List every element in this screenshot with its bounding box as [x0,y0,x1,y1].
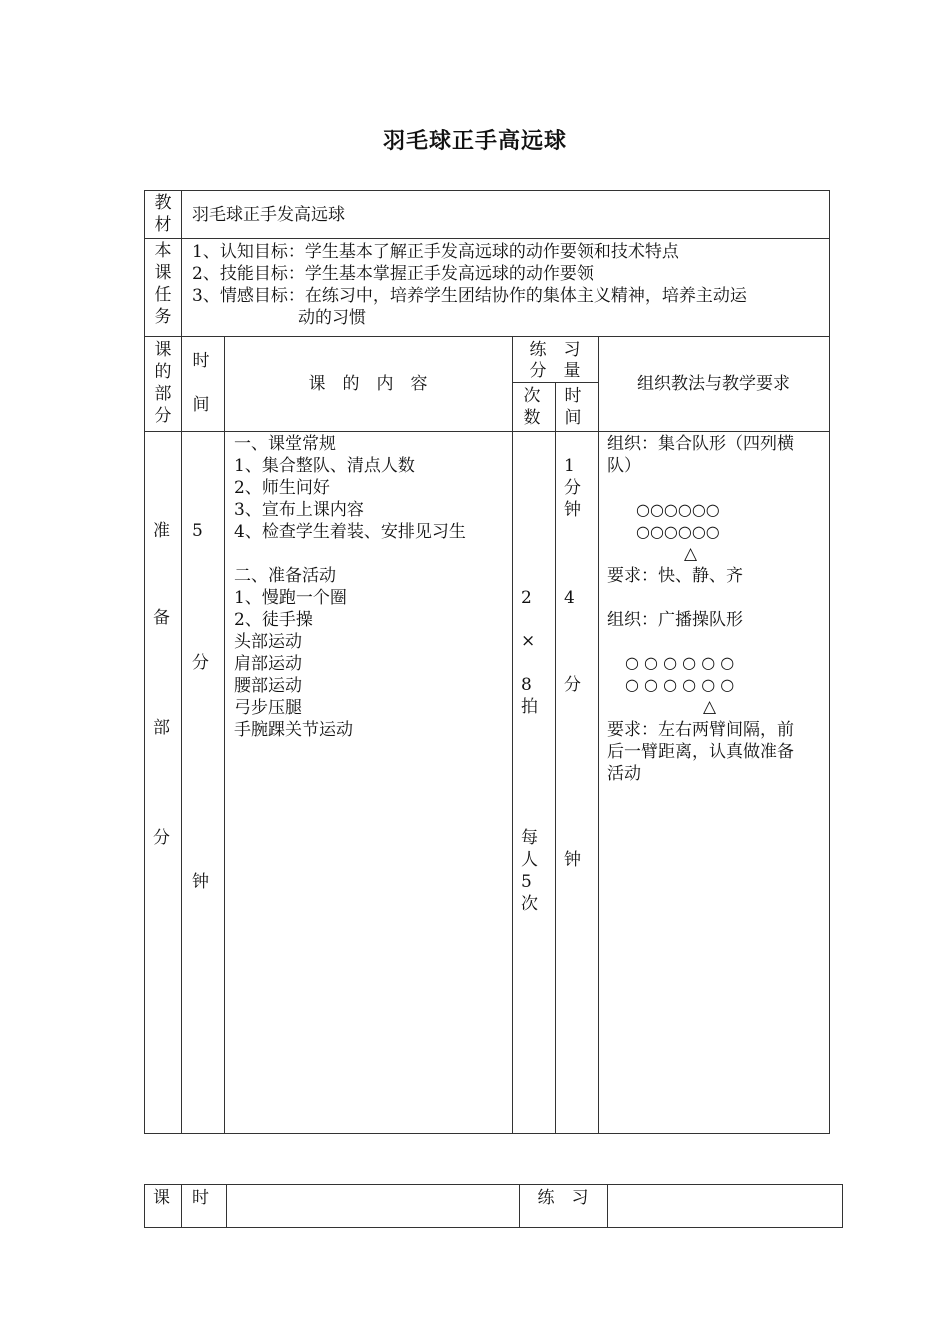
prep-part-char: 备 [153,608,170,628]
task-item: 2、技能目标：学生基本掌握正手发高远球的动作要领 [192,264,594,284]
content-line: 弓步压腿 [234,698,302,718]
prep-time-char: 分 [192,653,209,673]
next-part-label: 课 [153,1188,170,1208]
method-req1: 要求：快、静、齐 [607,566,743,586]
header-count: 次数 [523,386,541,428]
header-content: 课 的 内 容 [308,374,428,394]
header-amount: 分 量 [529,361,581,381]
page-title: 羽毛球正手高远球 [382,128,567,154]
content-line: 1、慢跑一个圈 [234,588,347,608]
count-char: 5 [521,872,532,892]
duration-char: 钟 [564,850,581,870]
content-line: 3、宣布上课内容 [234,500,364,520]
formation-row: ○○○○○○ [636,500,720,519]
method-req2: 后一臂距离，认真做准备 [607,742,794,762]
formation-row: ○○○○○○ [636,522,720,541]
material-label: 教材 [154,193,172,235]
content-line: 2、师生问好 [234,478,330,498]
duration-char: 分 [564,478,581,498]
content-line: 肩部运动 [234,654,302,674]
task-item: 动的习惯 [298,308,366,328]
method-req2: 活动 [607,764,641,784]
count-char: 每 [521,828,538,848]
count-char: × [521,631,536,651]
teacher-marker: △ [703,697,717,717]
method-org1: 组织：集合队形（四列横 [607,434,794,454]
prep-part-char: 部 [153,718,170,738]
task-item: 3、情感目标：在练习中，培养学生团结协作的集体主义精神，培养主动运 [192,286,747,306]
header-duration: 时间 [564,386,582,428]
formation-row: ○ ○ ○ ○ ○ ○ [625,675,735,694]
next-practice-label: 练 习 [537,1188,589,1208]
duration-char: 1 [564,456,575,476]
formation-row: ○ ○ ○ ○ ○ ○ [625,653,735,672]
content-line: 头部运动 [234,632,302,652]
header-part: 课的部分 [154,340,172,426]
content-line: 4、检查学生着装、安排见习生 [234,522,466,542]
content-line: 二、准备活动 [234,566,336,586]
header-time: 时间 [192,351,210,415]
next-time-label: 时 [192,1188,209,1208]
content-line: 一、课堂常规 [234,434,336,454]
method-org1: 队） [607,456,641,476]
count-char: 人 [521,850,538,870]
content-line: 腰部运动 [234,676,302,696]
content-line: 2、徒手操 [234,610,313,630]
task-item: 1、认知目标：学生基本了解正手发高远球的动作要领和技术特点 [192,242,679,262]
count-char: 次 [521,894,538,914]
content-line: 手腕踝关节运动 [234,720,353,740]
duration-char: 4 [564,588,575,608]
method-req2: 要求：左右两臂间隔，前 [607,720,794,740]
prep-time-char: 钟 [192,872,209,892]
count-char: 2 [521,588,532,608]
prep-part-char: 分 [153,828,170,848]
duration-char: 分 [564,675,581,695]
duration-char: 钟 [564,500,581,520]
header-practice: 练 习 [529,340,581,360]
prep-part-char: 准 [153,521,170,541]
teacher-marker: △ [684,544,698,564]
count-char: 8 [521,675,532,695]
header-method: 组织教法与教学要求 [637,374,790,394]
content-line: 1、集合整队、清点人数 [234,456,415,476]
method-org2: 组织：广播操队形 [607,610,743,630]
material-value: 羽毛球正手发高远球 [192,205,345,225]
count-char: 拍 [521,697,538,717]
tasks-label: 本课任务 [154,241,172,327]
prep-time-char: 5 [192,521,203,541]
